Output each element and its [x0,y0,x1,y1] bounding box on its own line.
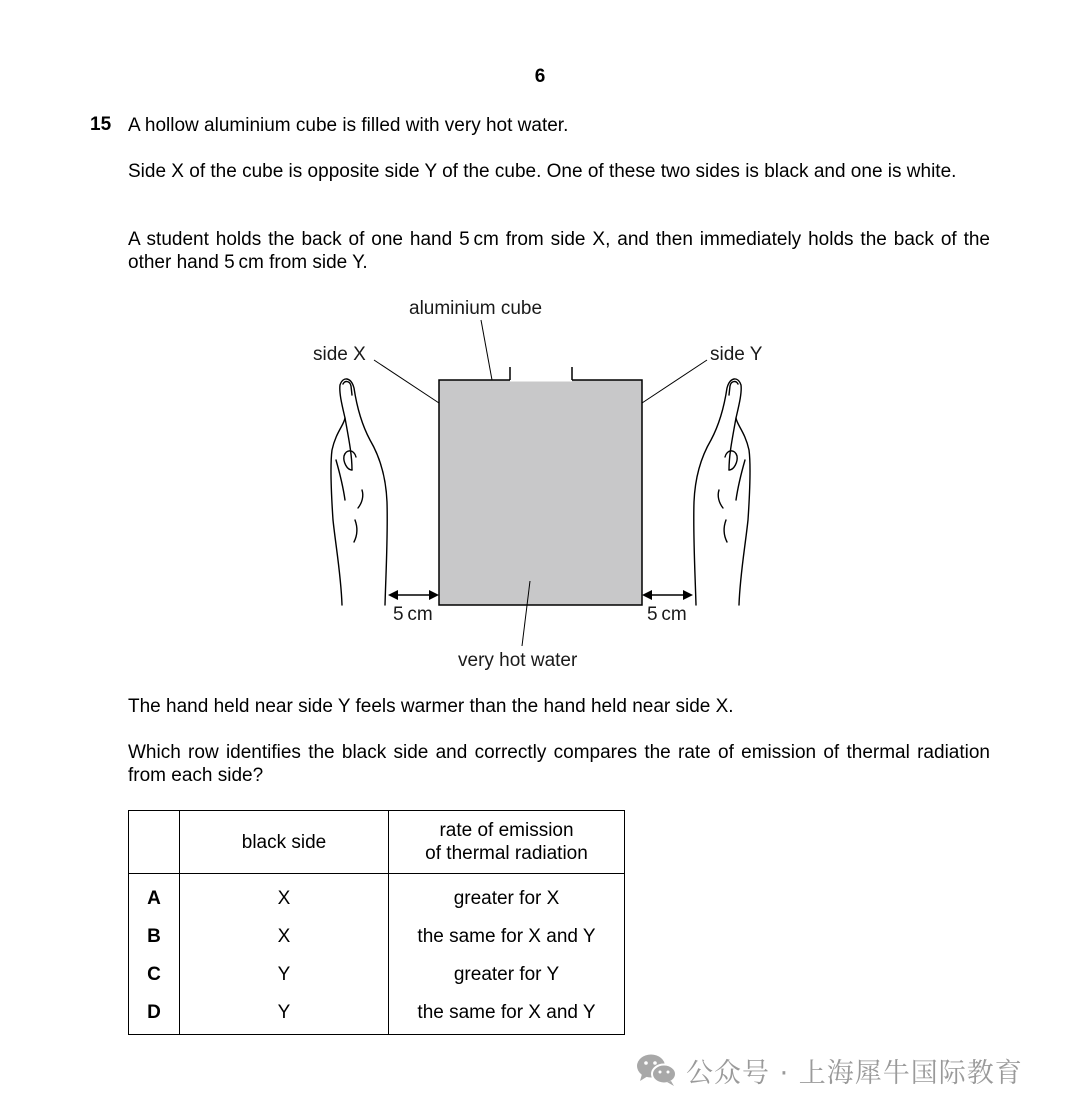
option-rate: the same for X and Y [389,918,625,956]
option-letter: A [129,874,180,919]
question-observation: The hand held near side Y feels warmer than the hand held near side X. [128,696,734,717]
table-row[interactable] [129,918,625,956]
option-black-side: Y [180,994,389,1035]
question-sides-description: Side X of the cube is opposite side Y of the cube. One of these two sides is black and one is white. [128,161,957,182]
question-number: 15 [90,114,112,135]
cube-water-fill [439,380,642,605]
option-black-side: X [180,874,389,919]
option-black-side: X [180,918,389,956]
option-rate: greater for Y [389,956,625,994]
arrow-distance-left [388,590,439,600]
cube-diagram [300,290,790,680]
answer-options-table [128,810,625,1035]
table-header-row [129,811,625,874]
option-letter: D [129,994,180,1035]
table-row[interactable] [129,994,625,1035]
option-letter: C [129,956,180,994]
table-row[interactable] [129,874,625,919]
question-prompt: Which row identifies the black side and correctly compares the rate of emission of thermal radiation from each side? [128,742,990,786]
option-black-side: Y [180,956,389,994]
watermark [636,1048,1023,1092]
leader-side-x [374,360,439,403]
label-aluminium-cube: aluminium cube [409,298,543,319]
leader-aluminium-cube [481,320,492,380]
arrow-distance-right [642,590,693,600]
table-row[interactable] [129,956,625,994]
label-side-x: side X [313,344,366,365]
watermark-text: 公众号 · 上海犀牛国际教育 [686,1057,1023,1089]
page-number: 6 [534,66,546,87]
header-rate-line2: of thermal radiation [425,843,588,864]
wechat-icon [636,1052,678,1088]
question-hands-description: A student holds the back of one hand 5 cm from side X, and then immediately holds the back of the other hand 5 cm from side Y. [128,229,990,273]
leader-side-y [642,360,707,403]
question-intro: A hollow aluminium cube is filled with very hot water. [128,115,569,136]
label-5cm-left: 5 cm [393,604,433,625]
right-hand-icon [694,379,750,605]
option-rate: the same for X and Y [389,994,625,1035]
header-empty-cell [129,811,180,874]
header-black-side: black side [180,811,389,874]
label-very-hot-water: very hot water [458,650,578,671]
header-rate-line1: rate of emission [439,820,574,841]
option-letter: B [129,918,180,956]
label-5cm-right: 5 cm [647,604,687,625]
left-hand-icon [331,379,387,605]
label-side-y: side Y [710,344,763,365]
header-rate-of-emission [389,811,625,874]
option-rate: greater for X [389,874,625,919]
